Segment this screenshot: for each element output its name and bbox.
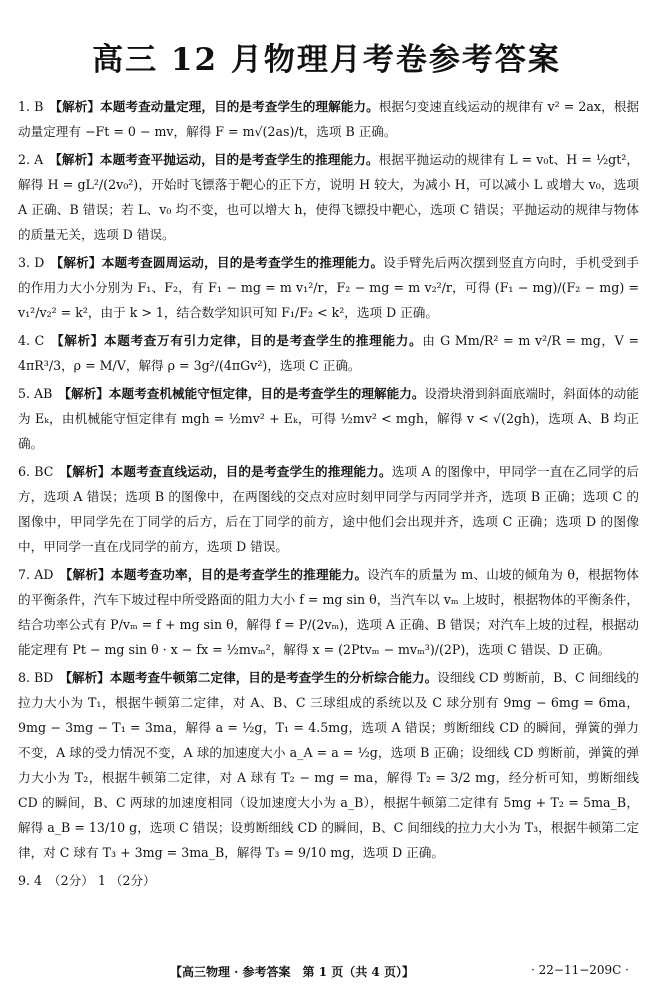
answer-number: 8. BD bbox=[18, 670, 54, 685]
answer-item-4 bbox=[18, 328, 639, 378]
analysis-body: 根据匀变速直线运动的规律有 v² = 2ax，根据动量定理有 −Ft = 0 − mv，解得 F = m√(2as)/t，选项 B 正确。 bbox=[18, 99, 639, 139]
footer-code: · 22−11−209C · bbox=[531, 963, 629, 977]
answer-item-9 bbox=[18, 868, 639, 893]
analysis-body: 由 G Mm/R² = m v²/R = mg，V = 4πR³/3，ρ = M/V，解得 ρ = 3g²/(4πGv²)，选项 C 正确。 bbox=[18, 333, 639, 373]
analysis-tag: 【解析】本题考查万有引力定律，目的是考查学生的推理能力。 bbox=[50, 333, 423, 348]
answer-number: 3. D bbox=[18, 255, 45, 270]
answer-item-7 bbox=[18, 562, 639, 662]
answer-item-1 bbox=[18, 94, 639, 144]
answer-number: 2. A bbox=[18, 152, 44, 167]
answer-item-8 bbox=[18, 665, 639, 865]
answer-number: 9. 4 bbox=[18, 873, 43, 888]
answer-number: 1. B bbox=[18, 99, 44, 114]
analysis-body: （2分） 1 （2分） bbox=[48, 873, 156, 888]
analysis-body: 选项 A 的图像中，甲同学一直在乙同学的后方，选项 A 错误；选项 B 的图像中，在两图线的交点对应时刻甲同学与丙同学并齐，选项 B 正确；选项 C 的图像中，甲同学先在丁同学的后方，后在丁同学的前方，途中他们会出现并齐，选项 C 正确；选项 D 的图像中，甲同学一直在戊同学的前方，选项 D 错误。 bbox=[18, 464, 639, 554]
answer-item-5 bbox=[18, 381, 639, 456]
answer-number: 6. BC bbox=[18, 464, 54, 479]
answer-item-6 bbox=[18, 459, 639, 559]
analysis-body: 设细线 CD 剪断前，B、C 间细线的拉力大小为 T₁，根据牛顿第二定律，对 A、B、C 三球组成的系统以及 C 球分别有 9mg − 6mg = 6ma，9mg − 3mg − T₁ = 3ma，解得 a = ½g，T₁ = 4.5mg，选项 A 错误；剪断细线 CD 的瞬间，弹簧的弹力不变，A 球的受力情况不变，A 球的加速度大小 a_A = a = ½g，选项 B 正确；设细线 CD 剪断前，弹簧的弹力大小为 T₂，根据牛顿第二定律，对 A 球有 T₂ − mg = ma，解得 T₂ = 3/2 mg，经分析可知，剪断细线 CD 的瞬间，B、C 两球的加速度相同（设加速度大小为 a_B），根据牛顿第二定律有 5mg + T₂ = 5ma_B，解得 a_B = 13/10 g，选项 C 错误；设剪断细线 CD 的瞬间，B、C 间细线的拉力大小为 T₃，根据牛顿第二定律，对 C 球有 T₃ + 3mg = 3ma_B，解得 T₃ = 9/10 mg，选项 D 正确。 bbox=[18, 670, 639, 860]
answer-number: 4. C bbox=[18, 333, 45, 348]
analysis-body: 根据平抛运动的规律有 L = v₀t、H = ½gt²，解得 H = gL²/(2v₀²)，开始时飞镖落于靶心的正下方，说明 H 较大，为减小 H，可以减小 L 或增大 v₀，选项 A 正确、B 错误；若 L、v₀ 均不变，也可以增大 h，使得飞镖投中靶心，选项 C 错误；平抛运动的规律与物体的质量无关，选项 D 错误。 bbox=[18, 152, 639, 242]
analysis-tag: 【解析】本题考查圆周运动，目的是考查学生的推理能力。 bbox=[50, 255, 384, 270]
analysis-body: 设汽车的质量为 m、山坡的倾角为 θ，根据物体的平衡条件，汽车下坡过程中所受路面的阻力大小 f = mg sin θ，当汽车以 vₘ 上坡时，根据物体的平衡条件，结合功率公式有 P/vₘ = f + mg sin θ，解得 f = P/(2vₘ)，选项 A 正确、B 错误；对汽车上坡的过程，根据动能定理有 Pt − mg sin θ · x − fx = ½mvₘ²，解得 x = (2Ptvₘ − mvₘ³)/(2P)，选项 C 错误、D 正确。 bbox=[18, 567, 640, 657]
analysis-tag: 【解析】本题考查机械能守恒定律，目的是考查学生的理解能力。 bbox=[58, 386, 425, 401]
analysis-tag: 【解析】本题考查直线运动，目的是考查学生的推理能力。 bbox=[59, 464, 392, 479]
answer-item-2 bbox=[18, 147, 639, 247]
answer-number: 7. AD bbox=[18, 567, 54, 582]
analysis-body: 设滑块滑到斜面底端时，斜面体的动能为 Eₖ，由机械能守恒定律有 mgh = ½mv² + Eₖ，可得 ½mv² < mgh，解得 v < √(2gh)，选项 A、B 均正确。 bbox=[18, 386, 640, 451]
analysis-tag: 【解析】本题考查功率，目的是考查学生的推理能力。 bbox=[59, 567, 368, 582]
analysis-body: 设手臂先后两次摆到竖直方向时，手机受到手的作用力大小分别为 F₁、F₂，有 F₁ − mg = m v₁²/r，F₂ − mg = m v₂²/r，可得 (F₁ − mg)/(F₂ − mg) = v₁²/v₂² = k²，由于 k > 1，结合数学知识可知 F₁/F₂ < k²，选项 D 正确。 bbox=[18, 255, 640, 320]
analysis-tag: 【解析】本题考查牛顿第二定律，目的是考查学生的分析综合能力。 bbox=[59, 670, 438, 685]
footer-title: 【高三物理 · 参考答案 第 1 页（共 4 页）】 bbox=[170, 965, 414, 979]
analysis-tag: 【解析】本题考查平抛运动，目的是考查学生的推理能力。 bbox=[49, 152, 379, 167]
answer-list bbox=[18, 94, 639, 896]
answer-number: 5. AB bbox=[18, 386, 53, 401]
analysis-tag: 【解析】本题考查动量定理，目的是考查学生的理解能力。 bbox=[49, 99, 379, 114]
answer-item-3 bbox=[18, 250, 639, 325]
page-title: 高三 12 月物理月考卷参考答案 bbox=[92, 42, 561, 78]
